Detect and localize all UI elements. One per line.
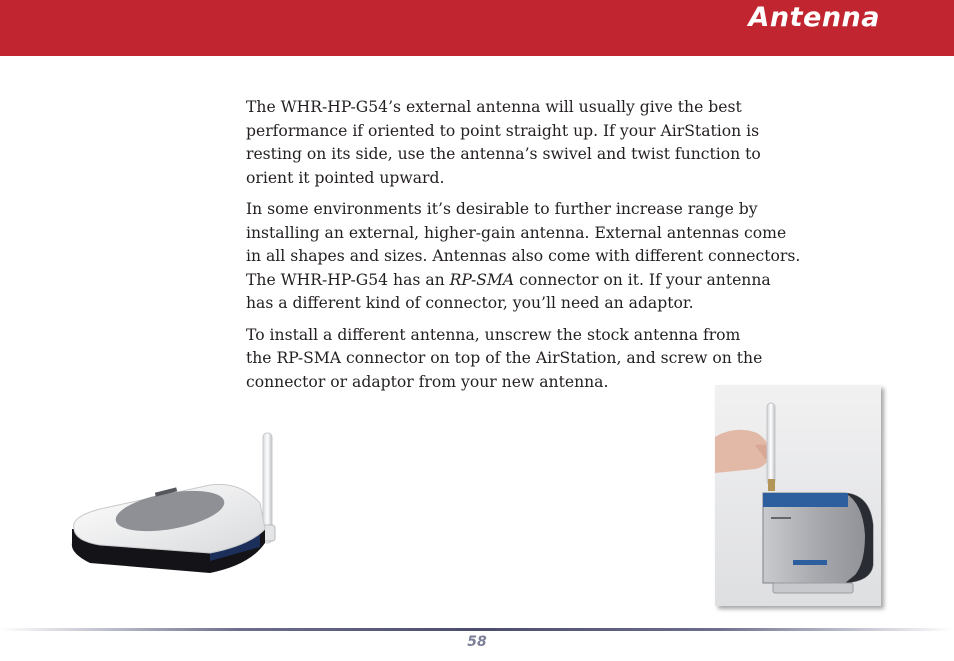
paragraph-1: [246, 96, 896, 190]
router-standing-illustration: [715, 385, 881, 606]
text-line: [246, 269, 896, 293]
text-line: resting on its side, use the antenna’s swivel and twist function to: [246, 145, 761, 163]
header-bar: [0, 0, 954, 56]
paragraph-3: [246, 324, 896, 395]
router-flat-illustration: [60, 425, 300, 595]
body-text: [246, 96, 896, 402]
text-line: To install a different antenna, unscrew the stock antenna from: [246, 325, 741, 344]
router-lying-flat-photo: [60, 425, 300, 595]
text-line: connector or adaptor from your new antenna.: [246, 372, 609, 391]
text-line: has a different kind of connector, you’ll need an adaptor.: [246, 294, 694, 312]
paragraph-2: [246, 198, 896, 316]
router-standing-hand-antenna-photo: [715, 385, 881, 606]
text-segment: connector on it. If your antenna: [514, 270, 771, 289]
text-line: performance if oriented to point straight up. If your AirStation is: [246, 121, 760, 140]
text-line: installing an external, higher-gain antenna. External antennas come: [246, 223, 787, 242]
text-line: orient it pointed upward.: [246, 168, 445, 187]
text-line: The WHR-HP-G54’s external antenna will usually give the best: [246, 98, 742, 116]
text-line: the RP-SMA connector on top of the AirStation, and screw on the: [246, 349, 763, 367]
text-line: In some environments it’s desirable to further increase range by: [246, 200, 758, 218]
text-segment: The WHR-HP-G54 has an: [246, 270, 450, 289]
page-title: Antenna: [748, 2, 880, 33]
page-number: 58: [467, 634, 487, 650]
text-line: in all shapes and sizes. Antennas also come with different connectors.: [246, 247, 801, 265]
connector-term: RP-SMA: [449, 270, 515, 289]
footer-rule: [0, 628, 954, 631]
